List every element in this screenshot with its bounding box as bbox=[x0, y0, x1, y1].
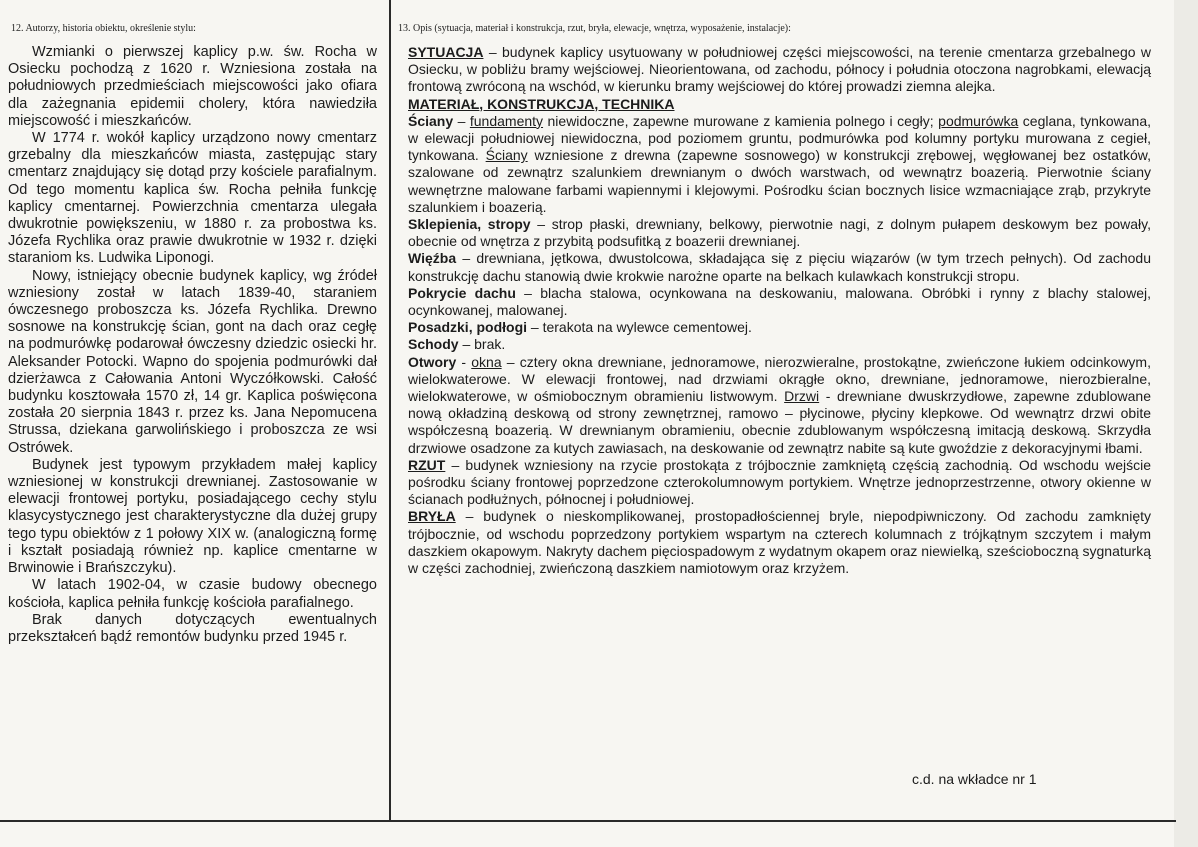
otwory-text-1: – cztery okna drewniane, jednoramowe, nierozwieralne, prostokątne, zwieńczone łukiem odcinkowym, wielokwaterowe. W elewacji frontowej, nad drzwiami okrągłe okno, drewniane, jednoramowe, nierozbieralne, wielokwaterowe, w ośmiobocznym obramieniu listwowym. bbox=[408, 353, 1151, 405]
drzwi-term: Drzwi bbox=[784, 388, 820, 405]
sciany-label: Ściany bbox=[408, 112, 454, 129]
history-column bbox=[8, 44, 377, 646]
fundamenty-term: fundamenty bbox=[469, 112, 544, 129]
otwory-text-2: - drewniane dwuskrzydłowe, zapewne zdublowane nową okładziną deskową od strony zewnętrznej, ramowo – płycinowe, płyciny klepkowe. Od wewnątrz drzwi obite współczesną boazerią. W drewnianym obramieniu, obecnie zdublowanym współczesną imitacją deskową. Skrzydła drzwiowe osadzone za kutych zawiasach, na deskowanie od zewnątrz nabite są kute gwoździe z dekoracyjnymi łbami. bbox=[408, 388, 1151, 456]
section-12-header: 12. Autorzy, historia obiektu, określenie stylu: bbox=[11, 23, 196, 34]
podmurowka-term: podmurówka bbox=[938, 112, 1019, 129]
sklepienia-label: Sklepienia, stropy bbox=[408, 216, 531, 233]
history-paragraph-2: W 1774 r. wokół kaplicy urządzono nowy cmentarz grzebalny dla mieszkańców miasta, zastępując stary cmentarz znajdujący się dotąd przy kościele parafialnym. Od tego momentu kaplica św. Rocha pełniła funkcję kaplicy cmentarnej. Powierzchnia cmentarza ulegała dwukrotnie powiększeniu, w 1880 r. za probostwa ks. Józefa Rychlika oraz prawie dwukrotnie w 1932 r. dzięki staraniom ks. Ludwika Liponogi. bbox=[8, 130, 377, 267]
page-edge bbox=[1174, 0, 1198, 847]
sklepienia-text: – strop płaski, drewniany, belkowy, pierwotnie nagi, z dolnym pułapem deskowym bez powały, obecnie od wnętrza z przybitą podsufitką z boazerii drewnianej. bbox=[408, 216, 1151, 250]
okna-term: okna bbox=[471, 353, 502, 370]
pokrycie-entry bbox=[408, 285, 1151, 319]
sciany-term: Ściany bbox=[485, 147, 528, 164]
sciany-entry bbox=[408, 113, 1151, 216]
posadzki-text: – terakota na wylewce cementowej. bbox=[527, 319, 752, 336]
posadzki-label: Posadzki, podłogi bbox=[408, 319, 528, 336]
pokrycie-label: Pokrycie dachu bbox=[408, 284, 516, 301]
schody-text: – brak. bbox=[458, 336, 506, 353]
bryla-title: BRYŁA bbox=[408, 508, 456, 525]
otwory-entry bbox=[408, 354, 1151, 457]
rzut-text: – budynek wzniesiony na rzycie prostokąta z trójbocznie zamkniętą częścią zachodnią. Od wschodu wejście pośrodku ściany frontowej poprzedzone czterokolumnowym portykiem. Wnętrze jednoprzestrzenne, otwory okienne w ścianach podłużnych, północnej i południowej. bbox=[408, 456, 1151, 508]
sytuacja-text: – budynek kaplicy usytuowany w południowej części miejscowości, na terenie cmentarza grzebalnego w Osiecku, w pobliżu bramy wejściowej. Nieorientowana, od zachodu, północy i południa otoczona nagrobkami, elewacją frontową zwróconą na wschód, w kierunku bramy wejściowej do której prowadzi ziemna alejka. bbox=[408, 44, 1151, 95]
history-paragraph-1: Wzmianki o pierwszej kaplicy p.w. św. Rocha w Osiecku pochodzą z 1620 r. Wzniesiona została na południowych przedmieściach miejscowości jako ofiara dla zażegnania epidemii cholery, która nawiedziła miejscowość i mieszkańców. bbox=[8, 44, 377, 129]
pokrycie-text: – blacha stalowa, ocynkowana na deskowaniu, malowana. Obróbki i rynny z blachy stalowej, ocynkowanej, malowanej. bbox=[408, 284, 1151, 319]
schody-label: Schody bbox=[408, 336, 459, 353]
history-paragraph-5: W latach 1902-04, w czasie budowy obecnego kościoła, kaplica pełniła funkcję kościoła parafialnego. bbox=[8, 577, 377, 611]
bryla-section bbox=[408, 508, 1151, 577]
sciany-text-3: wzniesione z drewna (zapewne sosnowego) w konstrukcji zrębowej, węgłowanej bez ostatków, szalowane od zewnątrz szalunkiem drewnianym o dwóch warstwach, od wewnątrz boazerią. Pierwotnie ściany wewnętrzne malowane farbami wapiennymi i klejowymi. Pośrodku ścian bocznych lisice wzmacniające zrąb, przykryte szalunkiem i boazerią. bbox=[408, 147, 1151, 215]
wiezba-label: Więźba bbox=[408, 250, 457, 267]
history-paragraph-4: Budynek jest typowym przykładem małej kaplicy wzniesionej w konstrukcji drewnianej. Zastosowanie w elewacji frontowej portyku, posiadającego cechy stylu klasycystycznego jest charakterystyczne dla dużej grupy tego typu obiektów z 1 połowy XIX w. (analogiczną formę i kształt posiadają również np. kaplice cmentarne w Brwinowie i Brańszczyku). bbox=[8, 456, 377, 577]
posadzki-entry bbox=[408, 319, 1151, 336]
sytuacja-section bbox=[408, 44, 1151, 96]
section-13-header: 13. Opis (sytuacja, materiał i konstrukcja, rzut, bryła, elewacje, wnętrza, wyposażenie, instalacje): bbox=[398, 23, 791, 34]
sciany-text-1: niewidoczne, zapewne murowane z kamienia polnego i cegły; bbox=[543, 112, 939, 129]
description-column bbox=[408, 44, 1151, 577]
material-title: MATERIAŁ, KONSTRUKCJA, TECHNIKA bbox=[408, 95, 675, 112]
wiezba-entry bbox=[408, 250, 1151, 284]
otwory-label: Otwory bbox=[408, 353, 457, 370]
continuation-note: c.d. na wkładce nr 1 bbox=[912, 771, 1037, 787]
wiezba-text: – drewniana, jętkowa, dwustolcowa, składająca się z pięciu wiązarów (w tym trzech pełnych). Od zachodu konstrukcję dachu stanowią dwie krokwie narożne oparte na belkach kulawkach konstrukcji stropu. bbox=[408, 250, 1151, 284]
otwory-dash: - bbox=[456, 353, 472, 370]
sytuacja-title: SYTUACJA bbox=[408, 44, 484, 60]
column-divider bbox=[389, 0, 391, 822]
sklepienia-entry bbox=[408, 216, 1151, 250]
schody-entry bbox=[408, 336, 1151, 353]
rzut-title: RZUT bbox=[408, 456, 446, 473]
sciany-dash: – bbox=[453, 112, 470, 129]
sciany-text-2: ceglana, tynkowana, w elewacji południowej niewidoczna, pod poziomem gruntu, podmurówka pod kolumny portyku murowana z cegieł, tynkowana. bbox=[408, 112, 1152, 164]
history-paragraph-6: Brak danych dotyczących ewentualnych przekształceń bądź remontów budynku przed 1945 r. bbox=[8, 611, 377, 645]
bottom-rule bbox=[0, 820, 1176, 822]
rzut-section bbox=[408, 457, 1151, 509]
history-paragraph-3: Nowy, istniejący obecnie budynek kaplicy, wg źródeł wzniesiony został w latach 1839-40, staraniem ówczesnego proboszcza ks. Józefa Rychlika. Drewno sosnowe na konstrukcję ścian, gont na dach oraz cegłę na podmurówkę podarował ówczesny dziedzic osiecki hr. Aleksander Potocki. Wapno do spojenia podmurówki dał dzierżawca z Całowania Antoni Wyczółkowski. Całość budynku kosztowała 1570 zł, 14 gr. Kaplica poświęcona została 20 sierpnia 1843 r. przez ks. Jana Nepomucena Strussa, dziekana garwolińskiego i proboszcza ze wsi Ostrówek. bbox=[8, 267, 377, 456]
bryla-text: – budynek o nieskomplikowanej, prostopadłościennej bryle, niepodpiwniczony. Od zachodu zamknięty trójbocznie, od wschodu poprzedzony portykiem wspartym na czterech kolumnach z trójkątnym szczytem i małym daszkiem okapowym. Nakryty dachem pięciospadowym z wydatnym okapem oraz niewielką, sześcioboczną sygnaturką w części zachodniej, zwieńczoną daszkiem namiotowym oraz krzyżem. bbox=[408, 508, 1151, 577]
